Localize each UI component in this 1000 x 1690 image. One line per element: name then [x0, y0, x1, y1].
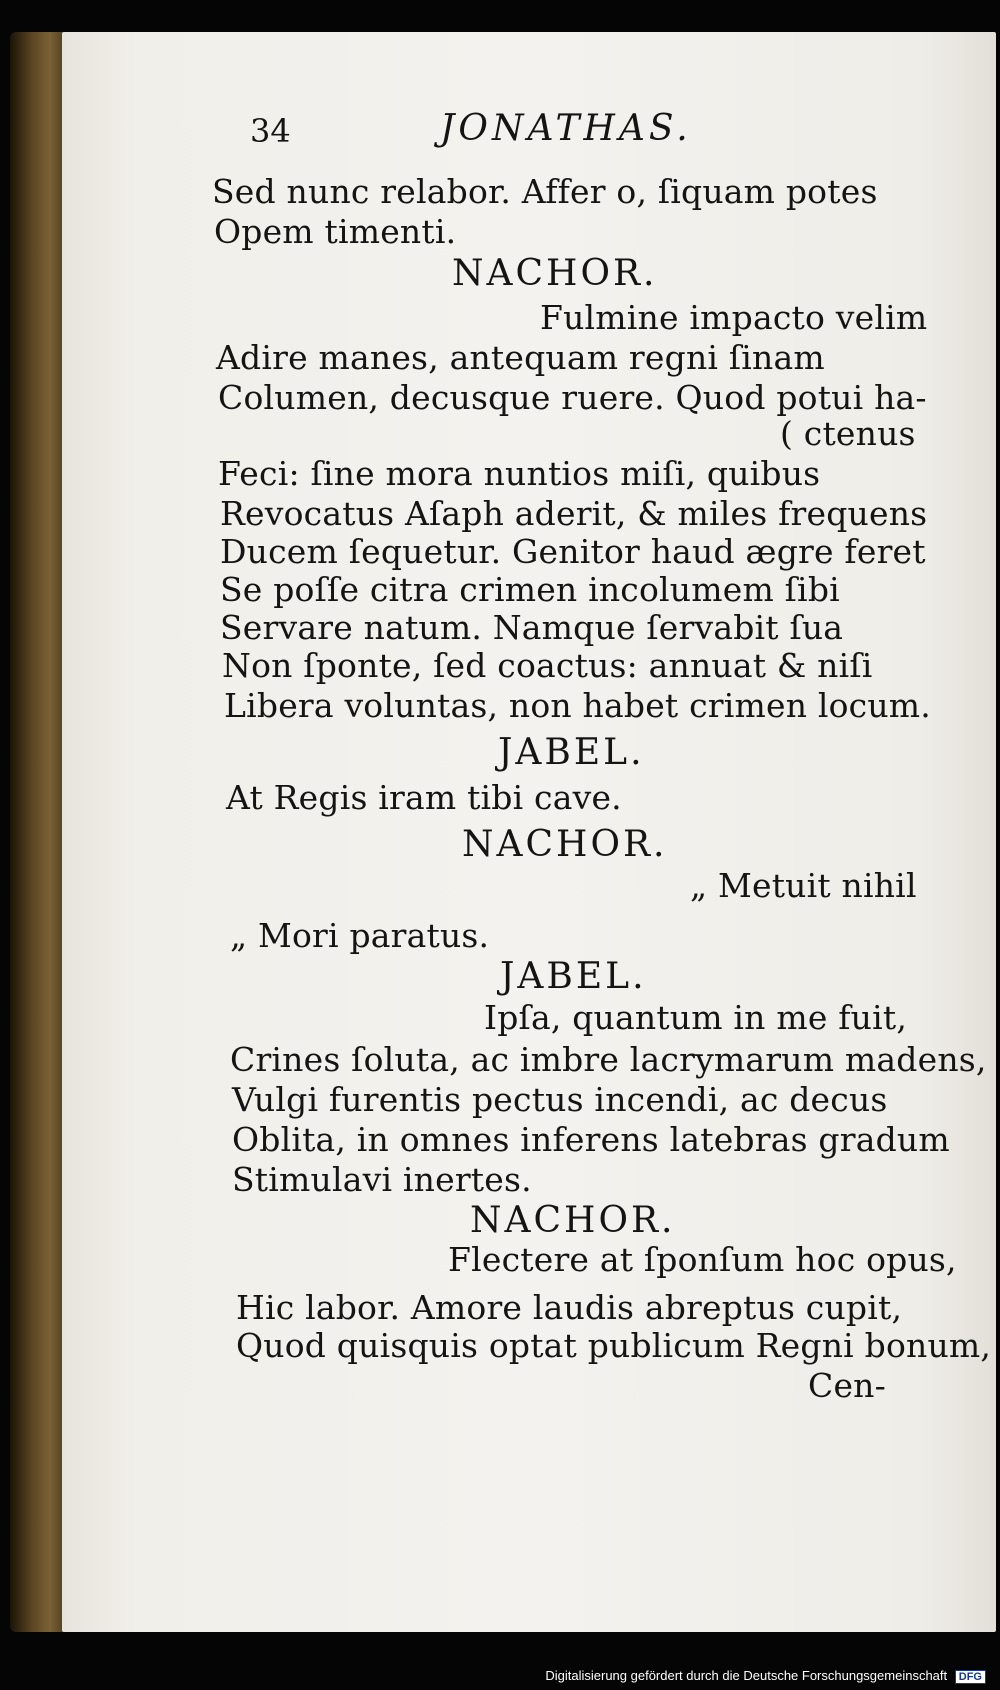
speaker-name: NACHOR. — [462, 824, 668, 865]
verse-line: „ Metuit nihil — [690, 866, 917, 905]
verse-line: Sed nunc relabor. Affer o, ſiquam potes — [212, 172, 878, 211]
verse-line: Ducem ſequetur. Genitor haud ægre feret — [220, 532, 926, 571]
verse-line: Fulmine impacto velim — [540, 298, 928, 337]
verse-line: Libera voluntas, non habet crimen locum. — [224, 686, 931, 725]
verse-line: Oblita, in omnes inferens latebras gradum — [232, 1120, 950, 1159]
verse-line: Ipſa, quantum in me fuit, — [484, 998, 908, 1037]
dfg-logo: DFG — [955, 1670, 986, 1684]
verse-line: Crines ſoluta, ac imbre lacrymarum madens, — [230, 1040, 987, 1079]
speaker-name: NACHOR. — [452, 253, 658, 294]
verse-line: Adire manes, antequam regni ſinam — [216, 338, 825, 377]
verse-line: Feci: ſine mora nuntios miſi, quibus — [218, 454, 821, 493]
speaker-name: JABEL. — [500, 956, 647, 997]
running-title: JONATHAS. — [440, 108, 692, 149]
verse-line: Servare natum. Namque ſervabit ſua — [220, 608, 844, 647]
verse-line: Quod quisquis optat publicum Regni bonum, — [236, 1326, 992, 1365]
digitization-credit — [545, 1668, 986, 1684]
verse-line: Columen, decusque ruere. Quod potui ha- — [218, 378, 927, 417]
verse-line: Vulgi furentis pectus incendi, ac decus — [232, 1080, 888, 1119]
verse-line: Non ſponte, ſed coactus: annuat & niſi — [222, 646, 873, 685]
verse-line: Se poſſe citra crimen incolumem ſibi — [220, 570, 840, 609]
verse-line: At Regis iram tibi cave. — [226, 778, 622, 817]
verse-line: Opem timenti. — [214, 212, 457, 251]
catchword: Cen- — [808, 1366, 886, 1405]
verse-line: „ Mori paratus. — [230, 916, 490, 955]
verse-line: Stimulavi inertes. — [232, 1160, 532, 1199]
verse-line: Revocatus Aſaph aderit, & miles frequens — [220, 494, 928, 533]
speaker-name: JABEL. — [498, 732, 645, 773]
page-number: 34 — [250, 112, 291, 150]
verse-line-continuation: ( ctenus — [780, 414, 916, 453]
credit-text: Digitalisierung gefördert durch die Deutsche Forschungsgemeinschaft — [545, 1668, 948, 1683]
verse-line: Flectere at ſponſum hoc opus, — [448, 1240, 957, 1279]
verse-line: Hic labor. Amore laudis abreptus cupit, — [236, 1288, 903, 1327]
speaker-name: NACHOR. — [470, 1200, 676, 1241]
